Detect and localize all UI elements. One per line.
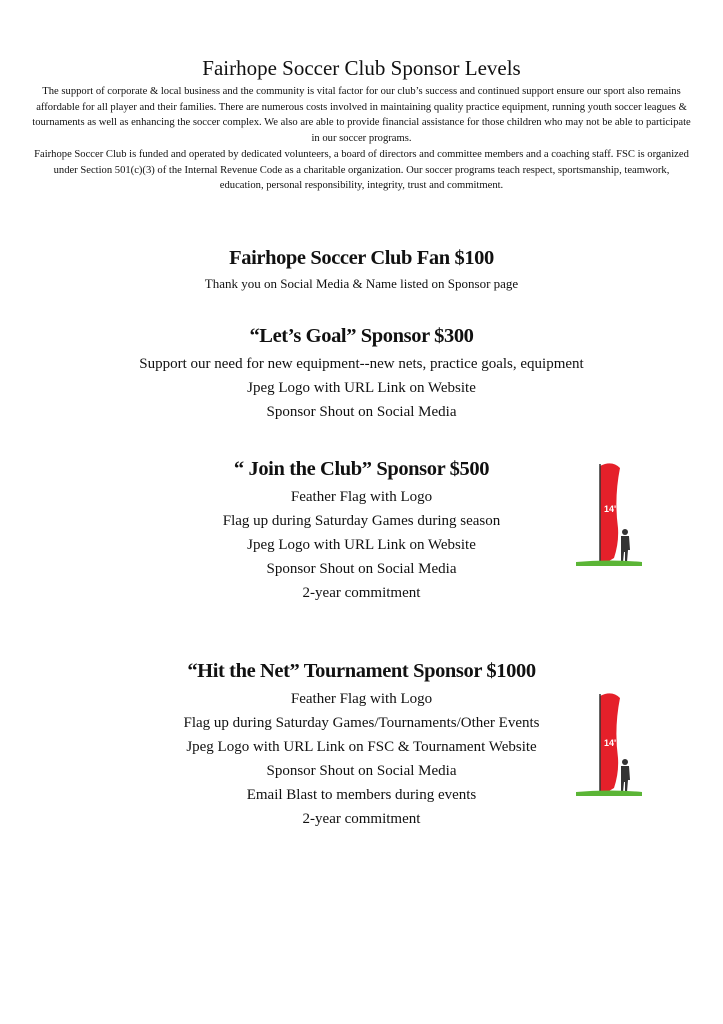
- level-benefit: Sponsor Shout on Social Media: [266, 561, 457, 577]
- level-benefit: Jpeg Logo with URL Link on FSC & Tournament Website: [186, 739, 537, 755]
- intro-paragraph: Fairhope Soccer Club is funded and operated by dedicated volunteers, a board of directors and committee members and a coaching staff. FSC is organized under Section 501(c)(3) of the Internal Revenue Code as a charitable organization. Our soccer programs teach respect, sportsmanship, teamwork, education, personal responsibility, integrity, trust and commitment.: [34, 148, 689, 192]
- person-icon: [621, 529, 630, 562]
- flag-height-label: 14': [604, 504, 617, 514]
- level-benefit: Feather Flag with Logo: [290, 489, 433, 505]
- level-benefit: Flag up during Saturday Games/Tournaments/Other Events: [183, 715, 540, 731]
- level-benefit: 2-year commitment: [302, 811, 421, 827]
- intro-text: [32, 84, 691, 194]
- level-benefit: Jpeg Logo with URL Link on Website: [247, 537, 476, 553]
- feather-flag-icon: [574, 458, 644, 568]
- intro-paragraph: The support of corporate & local business and the community is vital factor for our club’s success and continued support ensure our sport also remains affordable for all player and their families. There are numerous costs involved in maintaining quality practice equipment, running youth soccer leagues & tournaments as well as enhancing the soccer complex. We also are able to provide financial assistance for those children who may not be able to participate in our soccer programs.: [32, 86, 691, 145]
- page-title: Fairhope Soccer Club Sponsor Levels: [202, 56, 521, 80]
- level-title: Fairhope Soccer Club Fan $100: [229, 247, 494, 269]
- level-benefit: Thank you on Social Media & Name listed on Sponsor page: [204, 276, 519, 291]
- sponsor-level-fan: [0, 244, 723, 294]
- level-benefit: Email Blast to members during events: [246, 787, 477, 803]
- level-benefit: Feather Flag with Logo: [290, 691, 433, 707]
- grass-strip: [576, 791, 642, 797]
- level-benefit: Jpeg Logo with URL Link on Website: [247, 380, 476, 396]
- level-benefit: Sponsor Shout on Social Media: [266, 763, 457, 779]
- grass-strip: [576, 561, 642, 567]
- level-benefit: Sponsor Shout on Social Media: [266, 404, 457, 420]
- level-benefit: 2-year commitment: [302, 585, 421, 601]
- level-benefit: Support our need for new equipment--new nets, practice goals, equipment: [139, 356, 584, 372]
- flag-height-label: 14': [604, 738, 617, 748]
- feather-flag-icon: [574, 688, 644, 798]
- level-title: “Hit the Net” Tournament Sponsor $1000: [187, 660, 536, 682]
- level-benefit: Flag up during Saturday Games during season: [222, 513, 501, 529]
- person-icon: [621, 759, 630, 792]
- level-title: “ Join the Club” Sponsor $500: [233, 458, 490, 480]
- sponsor-level-lets-goal: [0, 322, 723, 424]
- level-title: “Let’s Goal” Sponsor $300: [249, 325, 474, 347]
